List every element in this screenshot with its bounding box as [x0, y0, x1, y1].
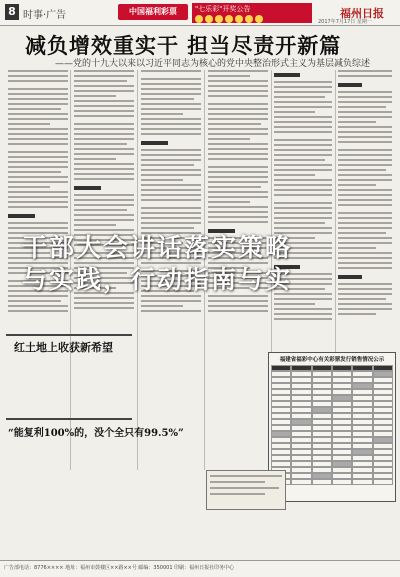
text-line: [338, 91, 392, 93]
text-line: [141, 212, 201, 214]
text-line: [338, 131, 392, 133]
text-line: [274, 194, 332, 196]
text-line: [274, 318, 332, 320]
text-line: [141, 179, 183, 181]
text-line: [8, 186, 50, 188]
section-title: “能复利100%的，没个全只有99.5%”: [8, 428, 184, 439]
text-line: [208, 70, 268, 72]
text-line: [208, 201, 250, 203]
lottery-ball-icon: [235, 15, 243, 23]
text-line: [338, 111, 392, 113]
text-line: [8, 88, 68, 90]
text-line: [208, 153, 268, 155]
text-line: [141, 159, 201, 161]
overlay-line-1: 干部大会讲话落实策略: [22, 233, 293, 262]
text-line: [74, 105, 134, 107]
text-line: [338, 121, 376, 123]
table-cell: [312, 479, 332, 485]
text-line: [74, 100, 134, 102]
text-line: [208, 221, 268, 223]
text-line: [74, 90, 134, 92]
text-line: [74, 168, 134, 170]
text-line: [274, 111, 315, 113]
page-number: 8: [5, 4, 19, 20]
text-line: [274, 106, 332, 108]
text-line: [210, 475, 282, 477]
text-line: [338, 199, 392, 201]
text-line: [274, 116, 332, 118]
paper-name: 福州日报: [340, 7, 384, 20]
text-line: [8, 156, 68, 158]
lottery-banner: [192, 3, 312, 23]
text-line: [74, 95, 116, 97]
text-line: [8, 75, 68, 77]
lottery-ball-icon: [205, 15, 213, 23]
text-line: [338, 136, 392, 138]
section-title: 红土地上收获新希望: [14, 341, 113, 354]
text-line: [338, 83, 362, 87]
text-line: [141, 305, 183, 307]
text-line: [208, 300, 268, 302]
text-line: [208, 85, 268, 87]
text-line: [208, 75, 250, 77]
text-line: [141, 113, 183, 115]
text-line: [208, 181, 268, 183]
text-line: [141, 108, 201, 110]
masthead: [0, 0, 400, 26]
text-line: [141, 78, 201, 80]
text-line: [141, 128, 201, 130]
text-line: [274, 169, 332, 171]
text-line: [141, 93, 201, 95]
overlay-line-2: 与实践，行动指南与实: [22, 265, 293, 294]
text-line: [141, 217, 201, 219]
overlay-caption: [0, 226, 400, 296]
text-line: [338, 169, 386, 171]
lottery-ball-icon: [245, 15, 253, 23]
text-line: [8, 80, 68, 82]
text-line: [338, 298, 386, 300]
table-cell: [332, 479, 352, 485]
text-line: [74, 70, 134, 72]
lottery-table-ad: [268, 352, 396, 502]
text-line: [208, 176, 268, 178]
text-line: [8, 118, 68, 120]
lottery-balls: [195, 15, 309, 23]
text-line: [274, 189, 332, 191]
text-line: [74, 123, 134, 125]
text-line: [338, 106, 386, 108]
text-line: [208, 118, 268, 120]
text-line: [8, 191, 68, 193]
text-line: [141, 70, 201, 72]
text-line: [74, 148, 134, 150]
text-line: [8, 98, 68, 100]
text-line: [338, 70, 392, 72]
headline: 减负增效重实干 担当尽责开新篇: [25, 34, 342, 58]
text-line: [208, 113, 268, 115]
text-line: [338, 308, 392, 310]
text-line: [8, 108, 61, 110]
text-line: [274, 81, 332, 83]
text-line: [338, 154, 392, 156]
text-line: [274, 149, 332, 151]
text-line: [208, 158, 268, 160]
text-line: [8, 133, 68, 135]
lottery-ball-icon: [195, 15, 203, 23]
text-line: [208, 128, 268, 130]
text-line: [274, 308, 332, 310]
text-line: [74, 186, 101, 190]
date-line: 2017年7月17日 星期一: [318, 19, 372, 25]
text-line: [338, 159, 392, 161]
text-line: [338, 217, 392, 219]
lottery-ball-icon: [255, 15, 263, 23]
text-line: [141, 174, 201, 176]
text-line: [210, 481, 265, 483]
section-label: 时事·广告: [23, 10, 67, 21]
text-line: [8, 128, 68, 130]
text-line: [74, 219, 134, 221]
text-line: [74, 199, 134, 201]
text-line: [141, 154, 201, 156]
text-line: [208, 138, 250, 140]
text-line: [141, 194, 201, 196]
text-line: [8, 166, 68, 168]
footer: 广告部电话：8776×××× 地址：福州市鼓楼区××路××号 邮编：350001 印刷：福州日报社印务中心: [0, 560, 400, 577]
text-line: [338, 149, 392, 151]
text-line: [141, 141, 168, 145]
text-line: [74, 209, 127, 211]
text-line: [338, 164, 392, 166]
text-line: [141, 222, 201, 224]
text-line: [8, 305, 68, 307]
text-line: [338, 101, 392, 103]
text-line: [274, 96, 325, 98]
table-cell: [352, 479, 372, 485]
text-line: [274, 86, 332, 88]
text-line: [274, 91, 332, 93]
text-line: [338, 313, 376, 315]
text-line: [274, 212, 332, 214]
text-line: [8, 206, 68, 208]
text-line: [74, 128, 134, 130]
text-line: [74, 297, 134, 299]
table-cell: [373, 479, 393, 485]
text-line: [338, 204, 392, 206]
text-line: [74, 307, 134, 309]
text-line: [338, 189, 392, 191]
text-line: [208, 95, 268, 97]
text-line: [274, 207, 332, 209]
text-line: [208, 191, 268, 193]
text-line: [8, 310, 68, 312]
text-line: [8, 103, 68, 105]
text-line: [274, 139, 332, 141]
text-line: [208, 90, 268, 92]
text-line: [8, 138, 68, 140]
text-line: [74, 204, 134, 206]
text-line: [74, 178, 134, 180]
text-line: [74, 115, 134, 117]
text-line: [338, 174, 392, 176]
text-line: [141, 310, 201, 312]
text-line: [74, 163, 134, 165]
lottery-ball-icon: [225, 15, 233, 23]
text-line: [338, 126, 392, 128]
text-line: [338, 75, 392, 77]
text-line: [141, 169, 201, 171]
text-line: [274, 303, 315, 305]
text-line: [8, 93, 68, 95]
text-line: [338, 96, 392, 98]
text-line: [8, 300, 61, 302]
text-line: [338, 222, 392, 224]
text-line: [8, 143, 68, 145]
text-line: [74, 85, 134, 87]
lottery-banner-text: "七乐彩"开奖公告: [195, 5, 251, 13]
text-line: [208, 186, 261, 188]
text-line: [208, 108, 268, 110]
text-line: [74, 153, 134, 155]
text-line: [274, 144, 332, 146]
table-cell: [291, 479, 311, 485]
text-line: [208, 216, 268, 218]
text-line: [274, 313, 332, 315]
text-line: [338, 303, 392, 305]
text-line: [208, 103, 268, 105]
text-line: [338, 194, 392, 196]
text-line: [208, 133, 268, 135]
text-line: [208, 123, 261, 125]
text-line: [8, 201, 68, 203]
text-line: [141, 184, 201, 186]
text-line: [274, 179, 332, 181]
text-line: [208, 305, 268, 307]
text-line: [338, 179, 392, 181]
text-line: [8, 176, 68, 178]
text-line: [210, 487, 279, 489]
ad-box: [206, 470, 286, 510]
text-line: [8, 70, 68, 72]
text-line: [274, 154, 332, 156]
text-line: [208, 166, 268, 168]
text-line: [274, 164, 332, 166]
text-line: [208, 148, 268, 150]
text-line: [141, 300, 201, 302]
text-line: [141, 164, 194, 166]
text-line: [338, 116, 392, 118]
section-rule: [6, 334, 132, 336]
section-rule: [6, 418, 132, 420]
text-line: [141, 118, 201, 120]
text-line: [338, 184, 376, 186]
text-line: [74, 173, 134, 175]
table-grid: [271, 365, 393, 485]
text-line: [208, 211, 268, 213]
text-line: [8, 151, 68, 153]
text-line: [274, 101, 332, 103]
text-line: [74, 138, 134, 140]
text-line: [74, 75, 134, 77]
text-line: [8, 113, 68, 115]
text-line: [208, 80, 268, 82]
text-line: [141, 149, 201, 151]
text-line: [141, 207, 201, 209]
lottery-ball-icon: [215, 15, 223, 23]
text-line: [274, 73, 300, 77]
table-ad-title: 福建省福彩中心有关彩票发行销售情况公示: [279, 357, 385, 363]
text-line: [74, 302, 134, 304]
text-line: [274, 174, 315, 176]
text-line: [8, 171, 61, 173]
text-line: [74, 194, 134, 196]
text-line: [141, 199, 201, 201]
text-line: [274, 222, 325, 224]
text-line: [74, 110, 134, 112]
text-line: [274, 298, 332, 300]
text-line: [208, 143, 268, 145]
text-line: [141, 133, 201, 135]
text-line: [8, 123, 50, 125]
text-line: [141, 83, 201, 85]
text-line: [274, 184, 332, 186]
text-line: [274, 126, 332, 128]
text-line: [74, 133, 134, 135]
text-line: [338, 141, 392, 143]
text-line: [74, 143, 127, 145]
text-line: [338, 212, 392, 214]
text-line: [141, 123, 201, 125]
text-line: [8, 196, 68, 198]
text-line: [8, 222, 68, 224]
text-line: [141, 189, 201, 191]
text-line: [141, 98, 194, 100]
text-line: [274, 217, 332, 219]
text-line: [274, 202, 332, 204]
text-line: [274, 121, 332, 123]
text-line: [8, 181, 68, 183]
subhead: ——党的十九大以来以习近平同志为核心的党中央整治形式主义为基层减负综述: [55, 59, 371, 69]
text-line: [74, 158, 116, 160]
text-line: [274, 159, 325, 161]
text-line: [8, 214, 35, 218]
text-line: [208, 206, 268, 208]
text-line: [208, 196, 268, 198]
text-line: [8, 161, 68, 163]
text-line: [274, 131, 332, 133]
text-line: [208, 171, 268, 173]
text-line: [141, 103, 201, 105]
lottery-logo: 中国福利彩票: [118, 4, 188, 20]
text-line: [74, 214, 134, 216]
text-line: [141, 88, 201, 90]
text-line: [74, 80, 127, 82]
text-line: [208, 310, 268, 312]
text-line: [210, 493, 265, 495]
